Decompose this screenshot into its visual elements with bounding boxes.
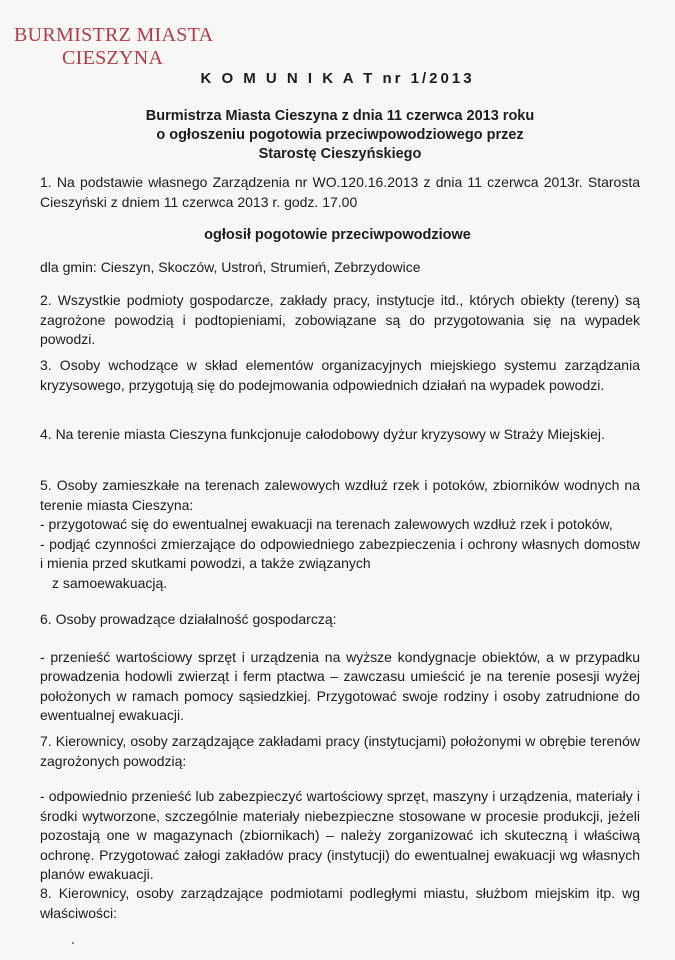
paragraph-7	[40, 732, 640, 885]
paragraph-5	[40, 476, 640, 593]
paragraph-5-bullet-2: - podjąć czynności zmierzające do odpowiedniego zabezpieczenia i ochrony własnych domostw i mienia przed skutkami powodzi, a także związanych	[40, 535, 640, 571]
document-subtitle	[100, 107, 580, 164]
subtitle-line-1: Burmistrza Miasta Cieszyna z dnia 11 czerwca 2013 roku	[145, 108, 535, 124]
paragraph-8: 8. Kierownicy, osoby zarządzające podmiotami podległymi miastu, służbom miejskim itp. wg właściwości:	[40, 885, 640, 921]
municipalities-list: dla gmin: Cieszyn, Skoczów, Ustroń, Strumień, Zebrzydowice	[40, 259, 421, 275]
subtitle-line-2: o ogłoszeniu pogotowia przeciwpowodziowego przez	[156, 127, 524, 143]
paragraph-5-bullet-2-cont: z samoewakuacją.	[52, 574, 168, 591]
stamp-line-1: BURMISTRZ MIASTA	[14, 24, 214, 46]
office-stamp	[14, 24, 213, 70]
paragraph-5-intro: 5. Osoby zamieszkałe na terenach zalewowych wzdłuż rzek i potoków, zbiorników wodnych na terenie miasta Cieszyna:	[40, 477, 640, 513]
paragraph-3: 3. Osoby wchodzące w skład elementów organizacyjnych miejskiego systemu zarządzania kryzysowego, przygotują się do podejmowania odpowiednich działań na wypadek powodzi.	[40, 357, 640, 393]
paragraph-2: 2. Wszystkie podmioty gospodarcze, zakłady pracy, instytucje itd., których obiekty (tereny) są zagrożone powodzią i podtopieniami, zobowiązane są do przygotowania się na wypadek powodzi.	[40, 292, 640, 347]
paragraph-7-intro: 7. Kierownicy, osoby zarządzające zakładami pracy (instytucjami) położonymi w obrębie terenów zagrożonych powodzią:	[40, 733, 640, 769]
document-title: K O M U N I K A T nr 1/2013	[200, 70, 475, 87]
paragraph-4: 4. Na terenie miasta Cieszyna funkcjonuje całodobowy dyżur kryzysowy w Straży Miejskiej.	[40, 426, 605, 442]
paragraph-7-bullet-1: - odpowiednio przenieść lub zabezpieczyć wartościowy sprzęt, maszyny i urządzenia, materiały i środki wytworzone, szczególnie materiały niebezpieczne stosowane w procesie produkcji, jeżeli pozostają one w magazynach (zbiornikach) – należy zorganizować ich skuteczną i właściwą ochronę. Przygotować załogi zakładów pracy (instytucji) do ewentualnej ewakuacji wg własnych planów ewakuacji.	[40, 788, 640, 882]
announcement-heading: ogłosił pogotowie przeciwpowodziowe	[204, 227, 471, 243]
paragraph-6-intro: 6. Osoby prowadzące działalność gospodarczą:	[40, 611, 337, 627]
subtitle-line-3: Starostę Cieszyńskiego	[258, 146, 422, 162]
paragraph-5-bullet-1: - przygotować się do ewentualnej ewakuacji na terenach zalewowych wzdłuż rzek i potoków,	[40, 516, 613, 532]
stamp-line-2: CIESZYNA	[62, 47, 164, 69]
scan-speck	[72, 942, 74, 944]
paragraph-1: 1. Na podstawie własnego Zarządzenia nr WO.120.16.2013 z dnia 11 czerwca 2013r. Starosta Cieszyński z dniem 11 czerwca 2013 r. godz. 17.00	[40, 174, 640, 210]
paragraph-6	[40, 610, 640, 726]
paragraph-6-bullet-1: - przenieść wartościowy sprzęt i urządzenia na wyższe kondygnacje obiektów, a w przypadku prowadzenia hodowli zwierząt i ferm ptactwa – zawczasu umieścić je na terenie posesji wyżej położonych w ramach pomocy sąsiedzkiej. Przygotować swoje rodziny i osoby zatrudnione do ewentualnej ewakuacji.	[40, 648, 640, 723]
